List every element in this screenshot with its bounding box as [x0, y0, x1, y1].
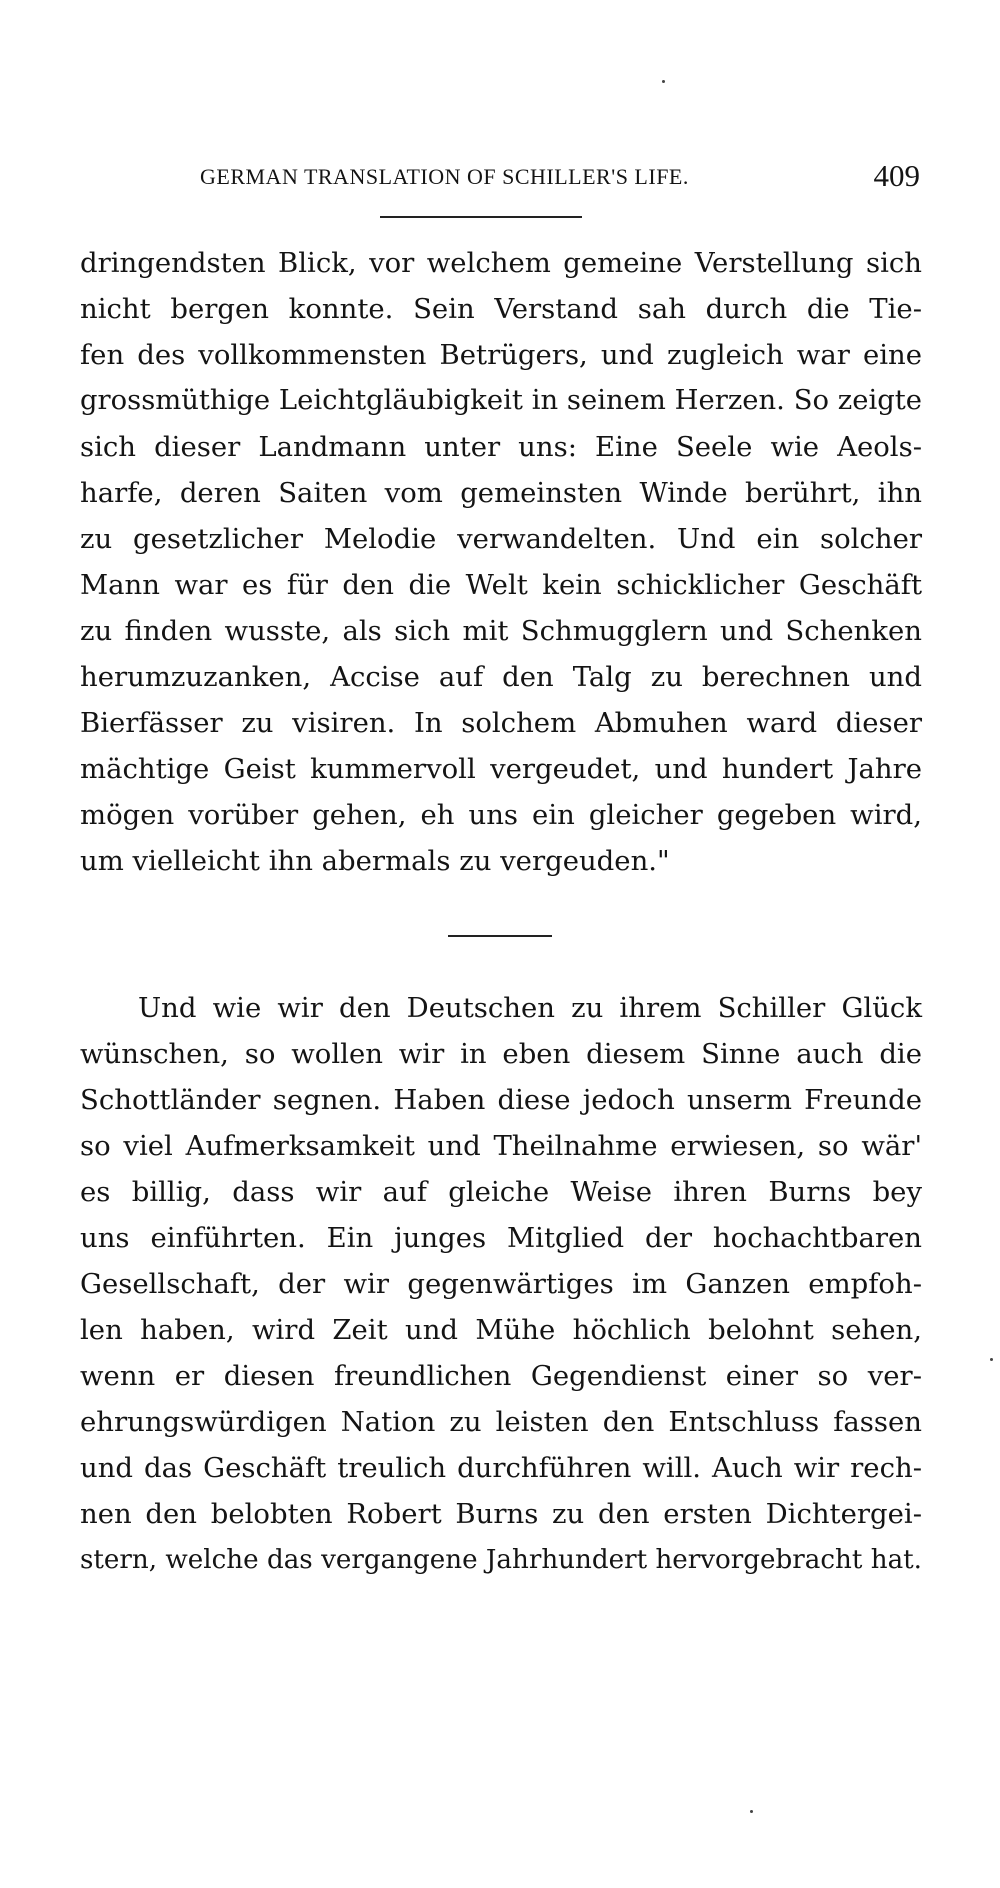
page-number: 409 [873, 158, 920, 193]
header-rule [380, 216, 582, 218]
text-line: wünschen, so wollen wir in eben diesem Sinne auch die [80, 1038, 922, 1070]
text-line: herumzuzanken, Accise auf den Talg zu berechnen und [80, 661, 922, 693]
text-line: nicht bergen konnte. Sein Verstand sah durch die Tie- [80, 293, 922, 325]
section-divider [448, 935, 552, 937]
text-line: sich dieser Landmann unter uns: Eine Seele wie Aeols- [80, 431, 922, 463]
text-line: Bierfässer zu visiren. In solchem Abmuhen ward dieser [80, 707, 922, 739]
text-line: fen des vollkommensten Betrügers, und zugleich war eine [80, 339, 922, 371]
text-line: mögen vorüber gehen, eh uns ein gleicher gegeben wird, [80, 799, 922, 831]
paper-speck [662, 80, 665, 83]
text-line: Schottländer segnen. Haben diese jedoch unserm Freunde [80, 1084, 922, 1116]
text-line: Mann war es für den die Welt kein schicklicher Geschäft [80, 569, 922, 601]
page-header [80, 160, 920, 204]
paper-speck [990, 1358, 993, 1361]
text-line: grossmüthige Leichtgläubigkeit in seinem Herzen. So zeigte [80, 385, 922, 416]
text-line: zu gesetzlicher Melodie verwandelten. Und ein solcher [80, 523, 922, 555]
text-line: Und wie wir den Deutschen zu ihrem Schiller Glück [138, 992, 922, 1024]
text-line: len haben, wird Zeit und Mühe höchlich belohnt sehen, [80, 1314, 922, 1346]
text-line: dringendsten Blick, vor welchem gemeine Verstellung sich [80, 247, 922, 279]
paragraph-burns [80, 985, 922, 1583]
text-line: harfe, deren Saiten vom gemeinsten Winde berührt, ihn [80, 477, 922, 509]
text-line: mächtige Geist kummervoll vergeudet, und hundert Jahre [80, 753, 922, 785]
text-line: um vielleicht ihn abermals zu vergeuden." [80, 845, 670, 877]
running-title: GERMAN TRANSLATION OF SCHILLER'S LIFE. [200, 164, 689, 189]
text-line: stern, welche das vergangene Jahrhundert hervorgebracht hat. [80, 1545, 922, 1575]
text-line: Gesellschaft, der wir gegenwärtiges im Ganzen empfoh- [80, 1268, 922, 1300]
text-line: und das Geschäft treulich durchführen will. Auch wir rech- [80, 1452, 922, 1484]
text-line: wenn er diesen freundlichen Gegendienst einer so ver- [80, 1360, 922, 1392]
text-line: es billig, dass wir auf gleiche Weise ihren Burns bey [80, 1176, 922, 1208]
text-line: ehrungswürdigen Nation zu leisten den Entschluss fassen [80, 1406, 922, 1438]
text-line: zu finden wusste, als sich mit Schmugglern und Schenken [80, 615, 922, 647]
text-line: nen den belobten Robert Burns zu den ersten Dichtergei- [80, 1498, 922, 1530]
paragraph-quote-continuation [80, 240, 922, 884]
text-line: so viel Aufmerksamkeit und Theilnahme erwiesen, so wär' [80, 1130, 922, 1162]
text-line: uns einführten. Ein junges Mitglied der hochachtbaren [80, 1222, 922, 1254]
paper-speck [750, 1810, 753, 1813]
